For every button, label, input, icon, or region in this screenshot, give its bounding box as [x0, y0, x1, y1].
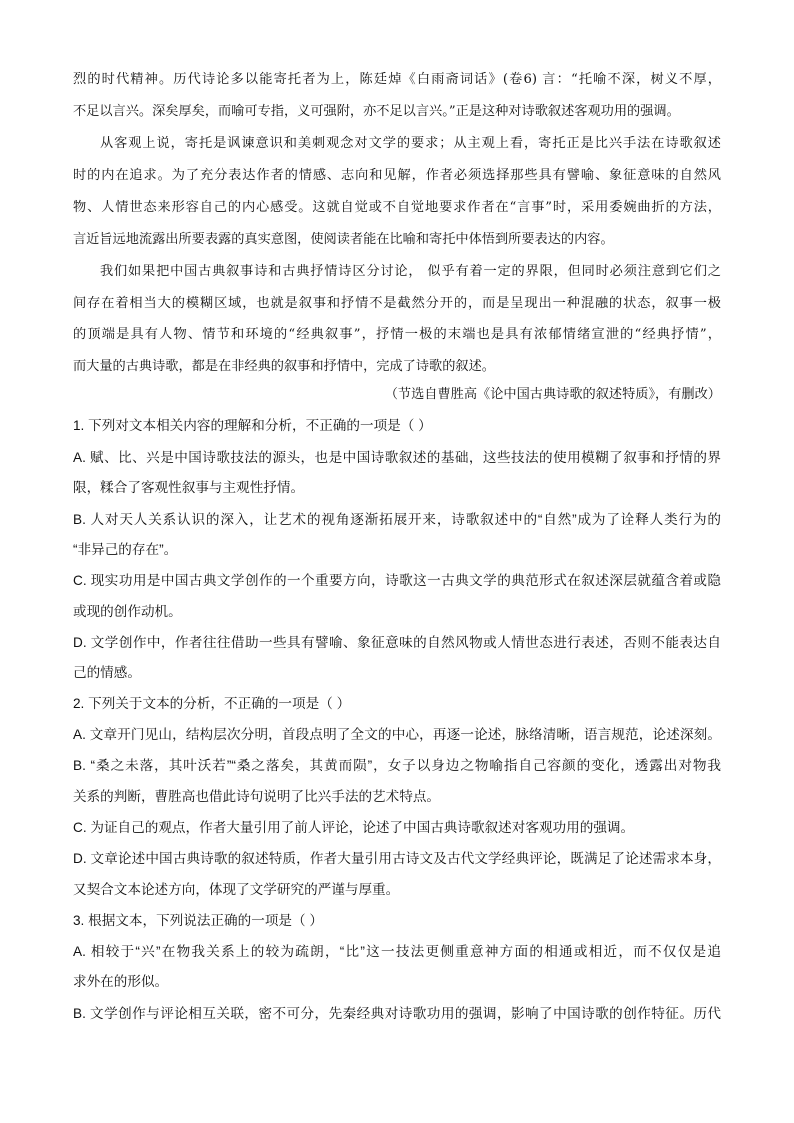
- passage-line: 物、人情世态来形容自己的内心感受。这就自觉或不自觉地要求作者在“言事”时，采用委婉曲折的方法，: [73, 200, 721, 215]
- passage-line: 间存在着相当大的模糊区域，也就是叙事和抒情不是截然分开的，而是呈现出一种混融的状态，叙事一极: [73, 296, 721, 311]
- passage-line: 的顶端是具有人物、情节和环境的“经典叙事”，抒情一极的末端也是具有浓郁情绪宣泄的“经典抒情”，: [73, 327, 721, 342]
- option-c[interactable]: C. 现实功用是中国古典文学创作的一个重要方向，诗歌这一古典文学的典范形式在叙述深层就蕴含着或隐: [73, 573, 721, 588]
- passage-line: 从客观上说，寄托是讽谏意识和美刺观念对文学的要求；从主观上看，寄托正是比兴手法在诗歌叙述: [100, 136, 721, 151]
- option-b[interactable]: B. 文学创作与评论相互关联，密不可分，先秦经典对诗歌功用的强调，影响了中国诗歌的创作特征。历代: [73, 1006, 721, 1021]
- option-b[interactable]: B. “桑之未落，其叶沃若”“桑之落矣，其黄而陨”，女子以身边之物喻指自己容颜的变化，透露出对物我: [73, 758, 721, 773]
- option-a-continued: 限，糅合了客观性叙事与主观性抒情。: [73, 480, 305, 495]
- passage-line: 烈的时代精神。历代诗论多以能寄托者为上，陈廷焯《白雨斋词话》(卷6) 言：“托喻不深，树义不厚，: [73, 72, 721, 87]
- question-stem: 1. 下列对文本相关内容的理解和分析，不正确的一项是（ ）: [73, 418, 432, 433]
- option-b-continued: 关系的判断，曹胜高也借此诗句说明了比兴手法的艺术特点。: [73, 789, 441, 804]
- option-a[interactable]: A. 赋、比、兴是中国诗歌技法的源头，也是中国诗歌叙述的基础，这些技法的使用模糊了叙事和抒情的界: [73, 450, 721, 465]
- option-d[interactable]: D. 文学创作中，作者往往借助一些具有譬喻、象征意味的自然风物或人情世态进行表述，否则不能表达自: [73, 635, 721, 650]
- question-stem: 2. 下列关于文本的分析，不正确的一项是（ ）: [73, 696, 351, 711]
- option-a-continued: 求外在的形似。: [73, 974, 169, 989]
- passage-line: 时的内在追求。为了充分表达作者的情感、志向和见解，作者必须选择那些具有譬喻、象征意味的自然风: [73, 168, 721, 183]
- option-c[interactable]: C. 为证自己的观点，作者大量引用了前人评论，论述了中国古典诗歌叙述对客观功用的强调。: [73, 820, 635, 835]
- passage-line: 而大量的古典诗歌，都是在非经典的叙事和抒情中，完成了诗歌的叙述。: [73, 359, 495, 374]
- option-d[interactable]: D. 文章论述中国古典诗歌的叙述特质，作者大量引用古诗文及古代文学经典评论，既满足了论述需求本身，: [73, 851, 721, 866]
- passage-line: 言近旨远地流露出所要表露的真实意图，使阅读者能在比喻和寄托中体悟到所要表达的内容。: [73, 232, 614, 247]
- option-c-continued: 或现的创作动机。: [73, 604, 182, 619]
- option-a[interactable]: A. 相较于“兴”在物我关系上的较为疏朗，“比”这一技法更侧重意神方面的相通或相近，而不仅仅是追: [73, 944, 721, 959]
- passage-line: 我们如果把中国古典叙事诗和古典抒情诗区分讨论， 似乎有着一定的界限，但同时必须注意到它们之: [100, 264, 721, 279]
- passage-source: （节选自曹胜高《论中国古典诗歌的叙述特质》，有删改）: [384, 387, 721, 402]
- option-b[interactable]: B. 人对天人关系认识的深入，让艺术的视角逐渐拓展开来，诗歌叙述中的“自然”成为了诠释人类行为的: [73, 512, 721, 527]
- question-stem: 3. 根据文本，下列说法正确的一项是（ ）: [73, 913, 323, 928]
- option-a[interactable]: A. 文章开门见山，结构层次分明，首段点明了全文的中心，再逐一论述，脉络清晰，语言规范，论述深刻。: [73, 727, 721, 742]
- option-d-continued: 又契合文本论述方向，体现了文学研究的严谨与厚重。: [73, 882, 400, 897]
- passage-line: 不足以言兴。深矣厚矣，而喻可专指，义可强附，亦不足以言兴。”正是这种对诗歌叙述客观功用的强调。: [73, 104, 680, 119]
- option-d-continued: 己的情感。: [73, 665, 141, 680]
- option-b-continued: “非异己的存在”。: [73, 542, 178, 557]
